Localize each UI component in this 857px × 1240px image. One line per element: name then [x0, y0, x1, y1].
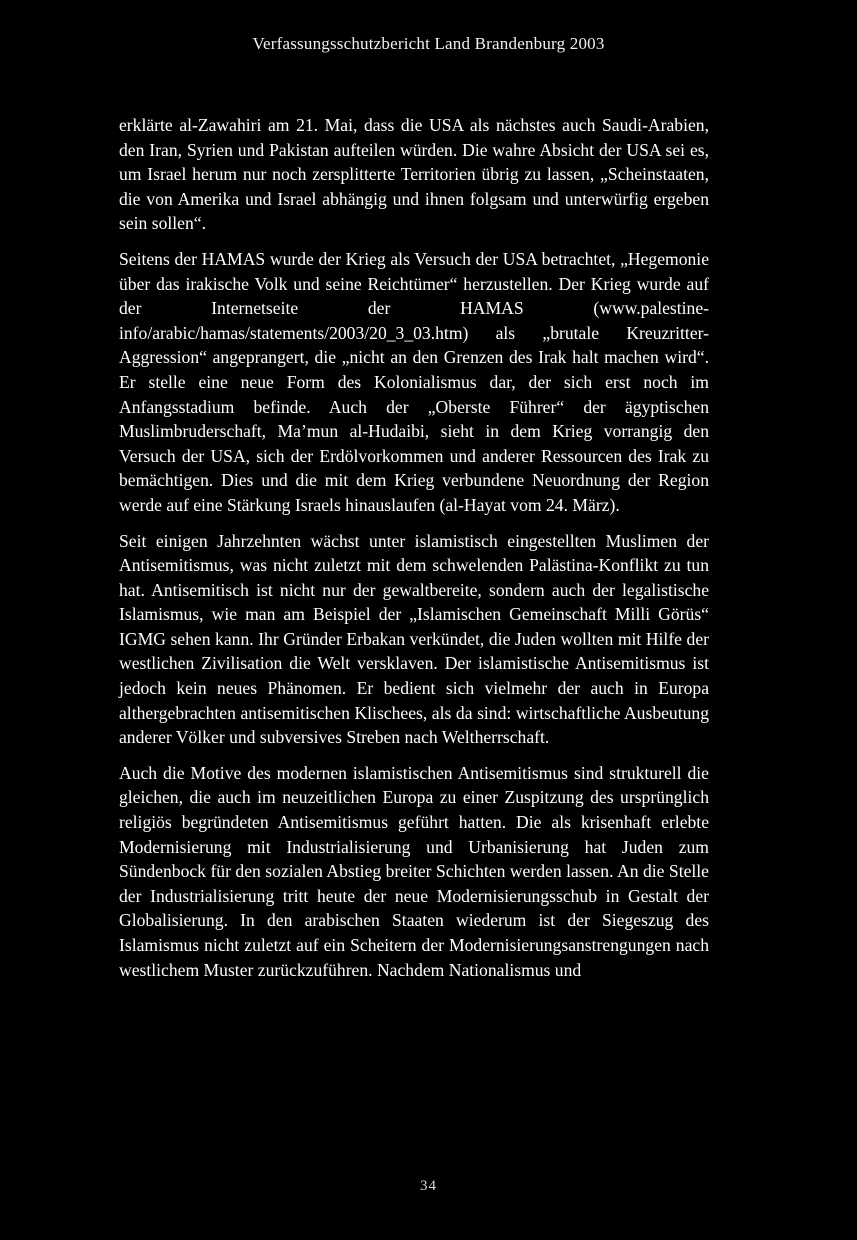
page-body — [119, 113, 709, 993]
running-header: Verfassungsschutzbericht Land Brandenburg 2003 — [252, 34, 605, 53]
paragraph-3: Seit einigen Jahrzehnten wächst unter islamistisch eingestellten Muslimen der Antisemitismus, was nicht zuletzt mit dem schwelenden Palästina-Konflikt zu tun hat. Antisemitisch ist nicht nur der gewaltbereite, sondern auch der legalistische Islamismus, wie man am Beispiel der „Islamischen Gemeinschaft Milli Görüs“ IGMG sehen kann. Ihr Gründer Erbakan verkündet, die Juden wollten mit Hilfe der westlichen Zivilisation die Welt versklaven. Der islamistische Antisemitismus ist jedoch kein neues Phänomen. Er bedient sich vielmehr der auch in Europa althergebrachten antisemitischen Klischees, als da sind: wirtschaftliche Ausbeutung anderer Völker und subversives Streben nach Weltherrschaft. — [119, 530, 709, 748]
page-number: 34 — [420, 1178, 437, 1194]
paragraph-4: Auch die Motive des modernen islamistischen Antisemitismus sind strukturell die gleichen, die auch im neuzeitlichen Europa zu einer Zuspitzung des ursprünglich religiös begründeten Antisemitismus geführt hatten. Die als krisenhaft erlebte Modernisierung mit Industrialisierung und Urbanisierung hat Juden zum Sündenbock für den sozialen Abstieg breiter Schichten werden lassen. An die Stelle der Industrialisierung tritt heute der neue Modernisierungsschub in Gestalt der Globalisierung. In den arabischen Staaten wiederum ist der Siegeszug des Islamismus nicht zuletzt auf ein Scheitern der Modernisierungsanstrengungen nach westlichem Muster zurückzuführen. Nachdem Nationalismus und — [119, 762, 709, 980]
paragraph-2: Seitens der HAMAS wurde der Krieg als Versuch der USA betrachtet, „Hegemonie über das irakische Volk und seine Reichtümer“ herzustellen. Der Krieg wurde auf der Internetseite der HAMAS (www.palestine-info/arabic/hamas/statements/2003/20_3_03.htm) als „brutale Kreuzritter-Aggression“ angeprangert, die „nicht an den Grenzen des Irak halt machen wird“. Er stelle eine neue Form des Kolonialismus dar, der sich erst noch im Anfangsstadium befinde. Auch der „Oberste Führer“ der ägyptischen Muslimbruderschaft, Ma’mun al-Hudaibi, sieht in dem Krieg vorrangig den Versuch der USA, sich der Erdölvorkommen und anderer Ressourcen des Irak zu bemächtigen. Dies und die mit dem Krieg verbundene Neuordnung der Region werde auf eine Stärkung Israels hinauslaufen (al-Hayat vom 24. März). — [119, 248, 709, 515]
paragraph-1: erklärte al-Zawahiri am 21. Mai, dass die USA als nächstes auch Saudi-Arabien, den Iran, Syrien und Pakistan aufteilen würden. Die wahre Absicht der USA sei es, um Israel herum nur noch zersplitterte Territorien übrig zu lassen, „Scheinstaaten, die von Amerika und Israel abhängig und ihnen folgsam und unterwürfig ergeben sein sollen“. — [119, 115, 709, 234]
